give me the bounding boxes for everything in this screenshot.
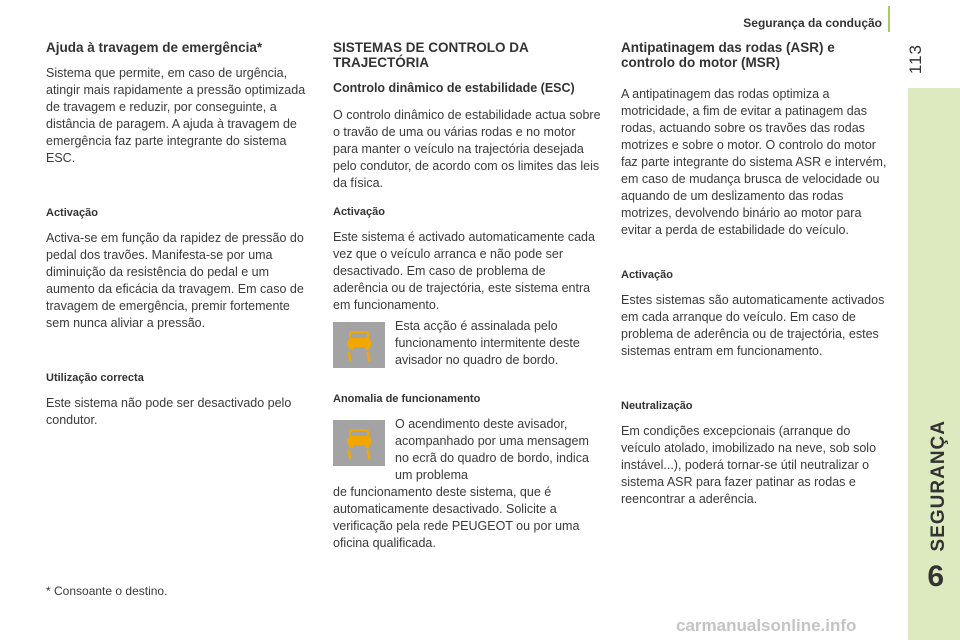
- activation-text: Activa-se em função da rapidez de pressão do pedal dos travões. Manifesta-se por uma diminuição da resistência do pedal e um aumento da eficácia da travagem. Em caso de travagem de emergência, premir fortemente sem nunca aliviar a pressão.: [46, 231, 304, 330]
- esc-indicator-note: [333, 318, 603, 369]
- emergency-braking-heading: Ajuda à travagem de emergência*: [46, 40, 263, 55]
- correct-use-title: Utilização correcta: [46, 372, 144, 384]
- malfunction-title: Anomalia de funcionamento: [333, 393, 481, 405]
- esc-subheading: Controlo dinâmico de estabilidade (ESC): [333, 81, 575, 95]
- neutralization-text: Em condições excepcionais (arranque do veículo atolado, imobilizado na neve, sob solo instável...), poderá tornar-se útil neutralizar o sistema ASR para fazer patinar as rodas e reencontrar a aderência.: [621, 424, 877, 506]
- emergency-braking-intro: Sistema que permite, em caso de urgência, atingir mais rapidamente a pressão optimizada de travagem e reduzir, por conseguinte, a distância de paragem. A ajuda à travagem de emergência faz parte integrante do sistema ESC.: [46, 66, 306, 165]
- chapter-tab: [908, 88, 960, 640]
- header-rule: [888, 6, 890, 32]
- esc-indicator-text: Esta acção é assinalada pelo funcionamento intermitente deste avisador no quadro de bordo.: [395, 319, 580, 367]
- column-emergency-braking: [46, 40, 316, 441]
- activation-title: Activação: [46, 207, 98, 219]
- footnote: * Consoante o destino.: [46, 584, 168, 598]
- chapter-number: 6: [927, 560, 944, 593]
- chapter-label: SEGURANÇA: [928, 420, 949, 552]
- asr-intro: A antipatinagem das rodas optimiza a motricidade, a fim de evitar a patinagem das rodas, actuando sobre os travões das rodas motrizes e sobre o motor. O controlo do motor faz parte integrante do sistema ASR e intervém, em caso de mudança brusca de velocidade ou aquando de um deslizamento das rodas motrizes, devolvendo binário ao motor para evitar a perda de estabilidade do veículo.: [621, 87, 887, 237]
- esc-intro: O controlo dinâmico de estabilidade actua sobre o travão de uma ou várias rodas e no motor para manter o veículo na trajectória desejada pelo condutor, de acordo com os limites das leis da física.: [333, 108, 601, 190]
- esc-activation-title: Activação: [333, 206, 385, 218]
- section-title: Segurança da condução: [743, 16, 882, 30]
- esc-skid-warning-icon: [333, 322, 385, 368]
- neutralization-title: Neutralização: [621, 400, 693, 412]
- trajectory-heading: SISTEMAS DE CONTROLO DA TRAJECTÓRIA: [333, 40, 529, 70]
- malfunction-indicator-note: [333, 416, 603, 484]
- page-number: 113: [906, 44, 925, 75]
- asr-activation-text: Estes sistemas são automaticamente activados em cada arranque do veículo. Em caso de problema de aderência ou de trajectória, estes sistemas entram em funcionamento.: [621, 293, 885, 358]
- asr-heading: Antipatinagem das rodas (ASR) e controlo do motor (MSR): [621, 40, 835, 70]
- asr-activation-title: Activação: [621, 269, 673, 281]
- column-trajectory-control: [333, 40, 603, 564]
- correct-use-text: Este sistema não pode ser desactivado pelo condutor.: [46, 396, 292, 427]
- malfunction-text: de funcionamento deste sistema, que é automaticamente desactivado. Solicite a verificação pela rede PEUGEOT ou por uma oficina qualificada.: [333, 485, 580, 550]
- malfunction-indicator-text: O acendimento deste avisador, acompanhado por uma mensagem no ecrã do quadro de bordo, indica um problema: [395, 417, 589, 482]
- column-asr-msr: [621, 40, 891, 520]
- watermark: carmanualsonline.info: [676, 616, 857, 635]
- esc-malfunction-warning-icon: [333, 420, 385, 466]
- esc-activation-text: Este sistema é activado automaticamente cada vez que o veículo arranca e não pode ser desactivado. Em caso de problema de aderência ou de trajectória, este sistema entra em funcionamento.: [333, 230, 595, 312]
